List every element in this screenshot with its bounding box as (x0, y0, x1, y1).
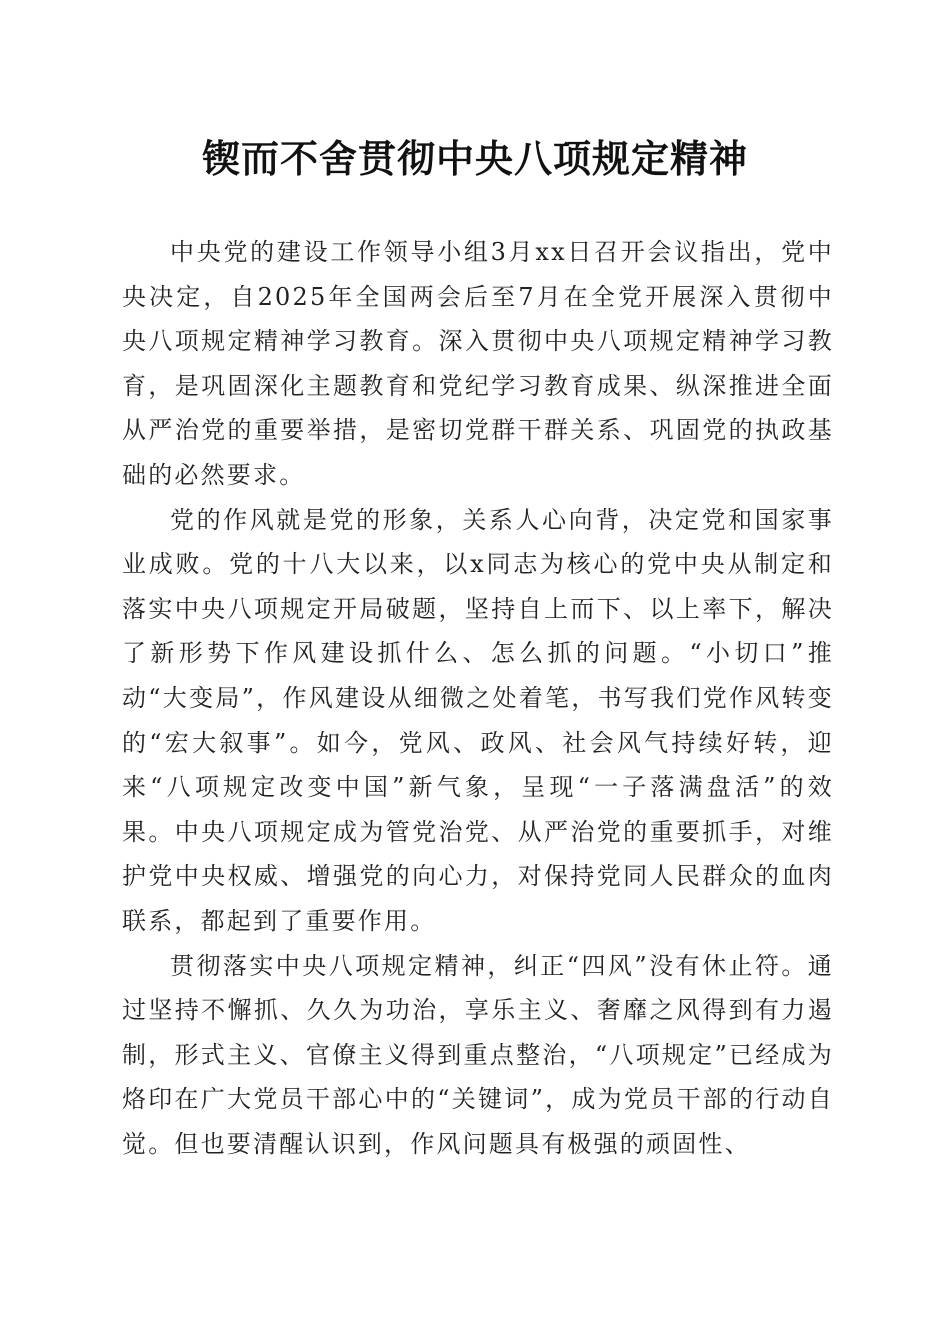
document-body (122, 230, 834, 1166)
paragraph-3: 贯彻落实中央八项规定精神，纠正“四风”没有休止符。通过坚持不懈抓、久久为功治，享乐主义、奢靡之风得到有力遏制，形式主义、官僚主义得到重点整治，“八项规定”已经成为烙印在广大党员干部心中的“关键词”，成为党员干部的行动自觉。但也要清醒认识到，作风问题具有极强的顽固性、 (122, 951, 834, 1158)
document-title: 锲而不舍贯彻中央八项规定精神 (201, 136, 748, 181)
paragraph-2: 党的作风就是党的形象，关系人心向背，决定党和国家事业成败。党的十八大以来，以x同志为核心的党中央从制定和落实中央八项规定开局破题，坚持自上而下、以上率下，解决了新形势下作风建设抓什么、怎么抓的问题。“小切口”推动“大变局”，作风建设从细微之处着笔，书写我们党作风转变的“宏大叙事”。如今，党风、政风、社会风气持续好转，迎来“八项规定改变中国”新气象，呈现“一子落满盘活”的效果。中央八项规定成为管党治党、从严治党的重要抓手，对维护党中央权威、增强党的向心力，对保持党同人民群众的血肉联系，都起到了重要作用。 (122, 505, 834, 935)
paragraph-1: 中央党的建设工作领导小组3月xx日召开会议指出，党中央决定，自2025年全国两会后至7月在全党开展深入贯彻中央八项规定精神学习教育。深入贯彻中央八项规定精神学习教育，是巩固深化主题教育和党纪学习教育成果、纵深推进全面从严治党的重要举措，是密切党群干群关系、巩固党的执政基础的必然要求。 (122, 238, 834, 489)
